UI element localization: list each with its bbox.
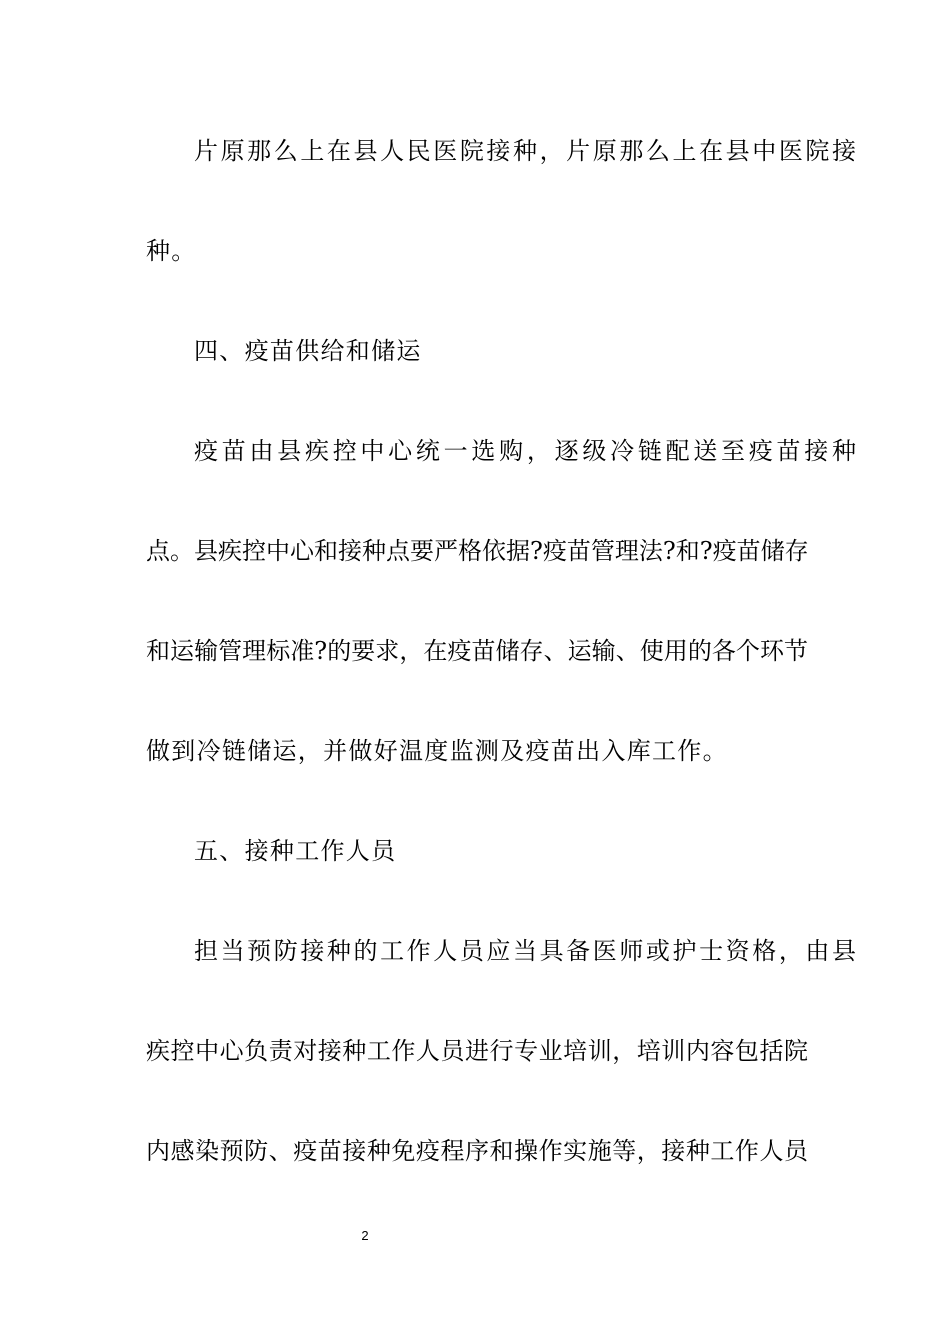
- paragraph-line-3: 疫苗由县疾控中心统一选购，逐级冷链配送至疫苗接种: [194, 437, 856, 465]
- paragraph-line-5: 和运输管理标准?的要求，在疫苗储存、运输、使用的各个环节: [146, 637, 808, 665]
- paragraph-line-6: 做到冷链储运，并做好温度监测及疫苗出入库工作。: [146, 737, 728, 765]
- paragraph-line-8: 疾控中心负责对接种工作人员进行专业培训，培训内容包括院: [146, 1037, 808, 1065]
- paragraph-line-9: 内感染预防、疫苗接种免疫程序和操作实施等，接种工作人员: [146, 1137, 808, 1165]
- paragraph-line-1: 片原那么上在县人民医院接种，片原那么上在县中医院接: [194, 137, 856, 165]
- page-number: 2: [361, 1228, 369, 1243]
- paragraph-line-7: 担当预防接种的工作人员应当具备医师或护士资格，由县: [194, 937, 856, 965]
- paragraph-line-2: 种。: [146, 237, 197, 265]
- paragraph-line-4: 点。县疾控中心和接种点要严格依据?疫苗管理法?和?疫苗储存: [146, 537, 809, 565]
- section-heading-vaccine-supply: 四、疫苗供给和储运: [194, 337, 422, 365]
- section-heading-staff: 五、接种工作人员: [194, 837, 397, 865]
